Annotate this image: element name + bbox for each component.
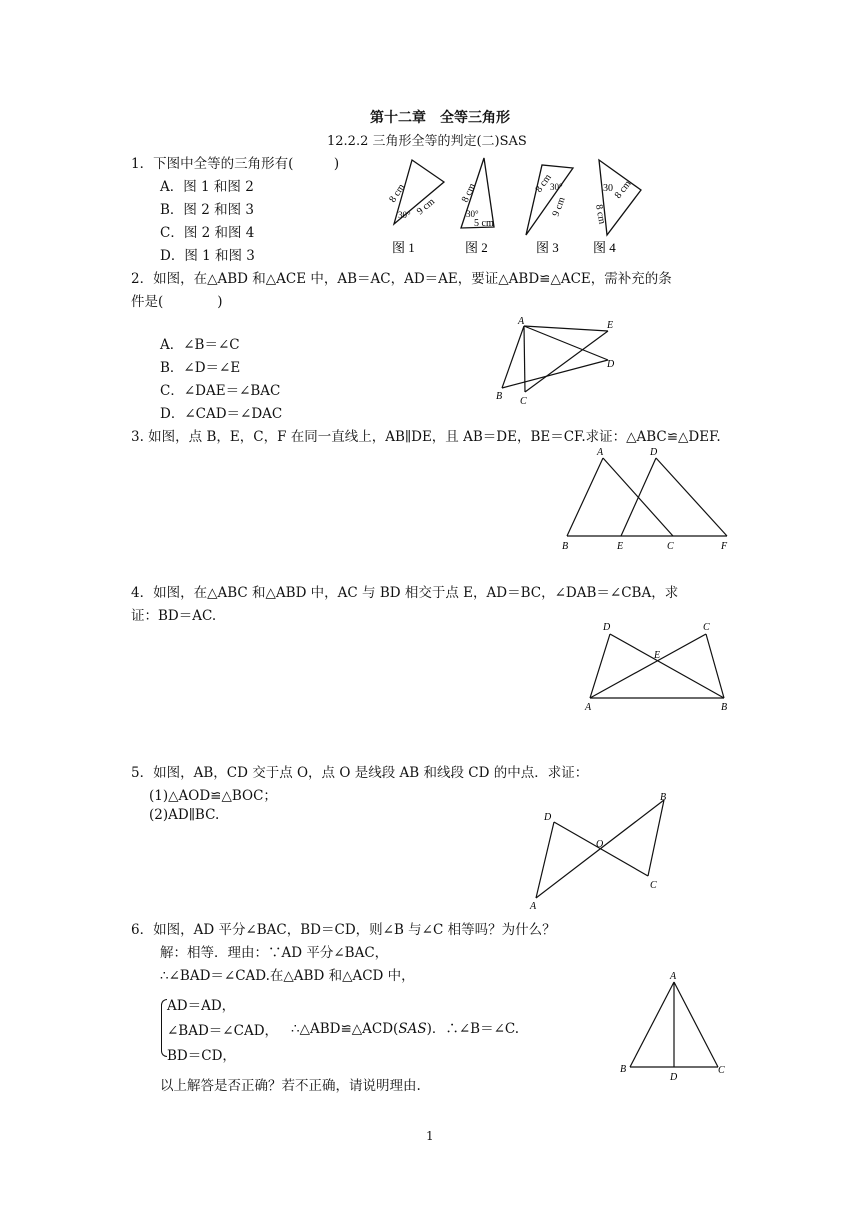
q6-system-line3: BD＝CD， bbox=[167, 1048, 236, 1064]
page-number: 1 bbox=[426, 1129, 434, 1143]
q2-stem-line1: 2．如图，在△ABD 和△ACE 中，AB＝AC，AD＝AE，要证△ABD≌△ACE，需补充的条 bbox=[131, 271, 672, 287]
q3-label-f: F bbox=[721, 541, 728, 552]
chapter-title: 第十二章 全等三角形 bbox=[370, 110, 510, 126]
q1-option-d: D．图 1 和图 3 bbox=[160, 248, 255, 264]
q6-stem: 6．如图，AD 平分∠BAC，BD＝CD，则∠B 与∠C 相等吗？为什么？ bbox=[131, 922, 556, 938]
q6-question: 以上解答是否正确？若不正确，请说明理由. bbox=[160, 1078, 421, 1094]
q6-label-b: B bbox=[620, 1064, 627, 1075]
q1-fig-label-1: 图 1 bbox=[392, 240, 415, 255]
q6-label-d: D bbox=[670, 1072, 678, 1083]
q6-conclusion bbox=[291, 1017, 519, 1037]
q1-fig4-side-b: 8 cm bbox=[612, 178, 634, 201]
q1-fig3-side-a: 8 cm bbox=[533, 172, 554, 195]
q5-label-b: B bbox=[660, 792, 667, 803]
q2-option-a: A．∠B＝∠C bbox=[160, 337, 240, 353]
q3-label-b: B bbox=[562, 541, 569, 552]
q3-label-d: D bbox=[650, 447, 658, 458]
q4-label-a: A bbox=[585, 702, 592, 713]
q5-stem: 5．如图，AB，CD 交于点 O，点 O 是线段 AB 和线段 CD 的中点．求证： bbox=[131, 765, 589, 781]
q2-label-b: B bbox=[496, 391, 503, 402]
q6-label-a: A bbox=[670, 971, 677, 982]
q2-stem-line2: 件是( ) bbox=[131, 294, 223, 310]
q6-label-c: C bbox=[718, 1065, 725, 1076]
q2-option-b: B．∠D＝∠E bbox=[160, 360, 241, 376]
q5-label-a: A bbox=[530, 901, 537, 912]
q1-fig2-side-a: 8 cm bbox=[459, 181, 479, 205]
q5-label-c: C bbox=[650, 880, 657, 891]
section-title: 12.2.2 三角形全等的判定(二)SAS bbox=[327, 134, 527, 149]
q2-option-c: C．∠DAE＝∠BAC bbox=[160, 383, 281, 399]
q1-fig4-side-a: 8 cm bbox=[593, 203, 608, 225]
q5-part1: (1)△AOD≌△BOC； bbox=[149, 788, 277, 804]
q1-fig3-angle: 30° bbox=[550, 182, 563, 192]
q1-option-c: C．图 2 和图 4 bbox=[160, 225, 255, 241]
q2-option-d: D．∠CAD＝∠DAC bbox=[160, 406, 283, 422]
q6-system-line1: AD＝AD， bbox=[167, 998, 236, 1014]
q4-label-c: C bbox=[703, 622, 710, 633]
q1-option-a: A．图 1 和图 2 bbox=[160, 179, 254, 195]
q3-figure bbox=[555, 442, 735, 554]
q1-fig1-angle: 30° bbox=[398, 210, 411, 220]
q1-fig-label-2: 图 2 bbox=[465, 240, 488, 255]
q1-fig-label-4: 图 4 bbox=[593, 240, 616, 255]
q6-conclusion-b: )．∴∠B＝∠C. bbox=[426, 1021, 520, 1037]
q2-label-d: D bbox=[607, 359, 615, 370]
q2-figure bbox=[490, 312, 630, 408]
q1-stem: 1．下图中全等的三角形有( ) bbox=[131, 156, 340, 172]
q4-stem-line1: 4．如图，在△ABC 和△ABD 中，AC 与 BD 相交于点 E，AD＝BC，∠DAB＝∠CBA，求 bbox=[131, 585, 679, 601]
q6-solution-line1: 解：相等．理由：∵AD 平分∠BAC， bbox=[160, 945, 389, 961]
q2-label-c: C bbox=[520, 396, 527, 407]
q1-option-b: B．图 2 和图 3 bbox=[160, 202, 254, 218]
q6-conclusion-a: ∴△ABD≌△ACD( bbox=[291, 1021, 399, 1037]
q4-label-e: E bbox=[654, 650, 661, 661]
q6-figure bbox=[612, 966, 738, 1084]
q1-fig-label-3: 图 3 bbox=[536, 240, 559, 255]
q5-figure bbox=[524, 788, 674, 912]
q4-label-d: D bbox=[603, 622, 611, 633]
q4-stem-line2: 证：BD＝AC. bbox=[131, 608, 217, 624]
q1-fig4-angle: 30 bbox=[603, 183, 613, 194]
q3-label-a: A bbox=[597, 447, 604, 458]
q6-solution-line2: ∴∠BAD＝∠CAD.在△ABD 和△ACD 中， bbox=[160, 968, 415, 984]
q1-fig1-side-b: 9 cm bbox=[414, 196, 438, 218]
q5-label-o: O bbox=[596, 839, 604, 850]
q1-fig2-angle: 30° bbox=[466, 209, 479, 219]
q3-label-e: E bbox=[617, 541, 624, 552]
q1-figures bbox=[370, 155, 660, 260]
q6-system-line2: ∠BAD＝∠CAD， bbox=[167, 1023, 279, 1039]
q1-fig1-side-a: 8 cm bbox=[387, 182, 408, 205]
q1-fig3-side-b: 9 cm bbox=[550, 195, 568, 219]
q2-label-e: E bbox=[607, 320, 614, 331]
q6-conclusion-sas: SAS bbox=[398, 1021, 427, 1037]
q1-fig2-side-b: 5 cm bbox=[474, 218, 494, 229]
q5-label-d: D bbox=[544, 812, 552, 823]
q2-label-a: A bbox=[518, 316, 525, 327]
q3-label-c: C bbox=[667, 541, 674, 552]
q4-figure bbox=[578, 616, 738, 716]
q3-stem: 3. 如图，点 B，E，C，F 在同一直线上，AB∥DE，且 AB＝DE，BE＝CF.求证：△ABC≌△DEF. bbox=[131, 429, 721, 445]
q4-label-b: B bbox=[721, 702, 728, 713]
q5-part2: (2)AD∥BC. bbox=[149, 807, 220, 823]
